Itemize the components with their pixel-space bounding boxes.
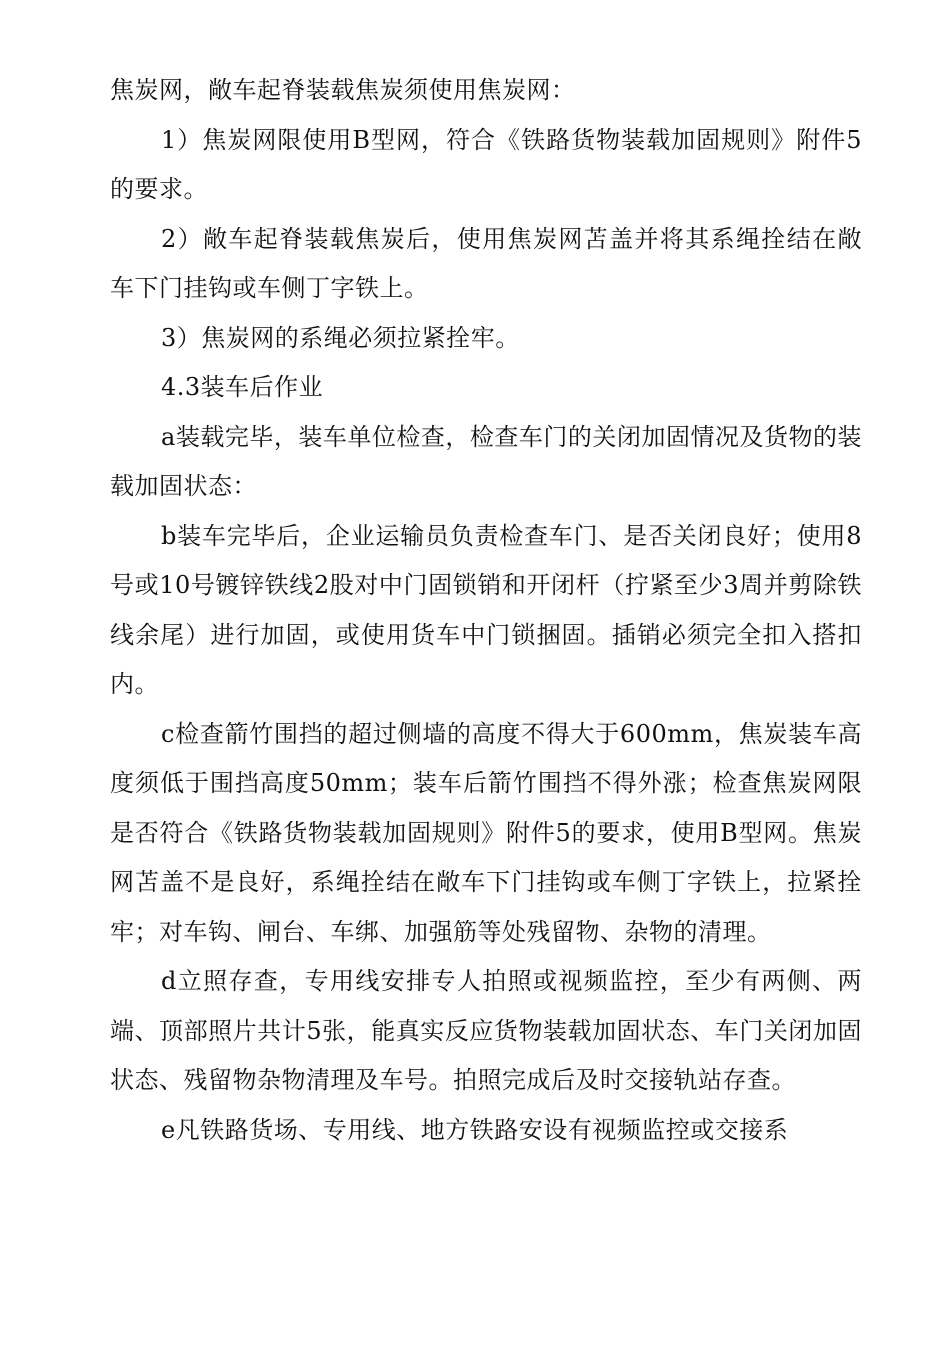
paragraph-4: 3）焦炭网的系绳必须拉紧拴牢。 — [161, 323, 520, 352]
paragraph-e: e凡铁路货场、专用线、地方铁路安设有视频监控或交接系 — [161, 1115, 789, 1144]
paragraph-2: 1）焦炭网限使用B型网，符合《铁路货物装载加固规则》附件5的要求。 — [110, 125, 862, 203]
section-heading-4-3: 4.3装车后作业 — [161, 373, 324, 401]
paragraph-b: b装车完毕后，企业运输员负责检查车门、是否关闭良好；使用8号或10号镀锌铁线2股对中门固锁销和开闭杆（拧紧至少3周并剪除铁线余尾）进行加固，或使用货车中门锁捆固。插销必须完全扣入搭扣内。 — [110, 521, 862, 698]
paragraph-c: c检查箭竹围挡的超过侧墙的高度不得大于600mm，焦炭装车高度须低于围挡高度50mm；装车后箭竹围挡不得外涨；检查焦炭网限是否符合《铁路货物装载加固规则》附件5的要求，使用B型网。焦炭网苫盖不是良好，系绳拴结在敞车下门挂钩或车侧丁字铁上，拉紧拴牢；对车钩、闸台、车绑、加强筋等处残留物、杂物的清理。 — [110, 719, 862, 946]
paragraph-1: 焦炭网，敞车起脊装载焦炭须使用焦炭网： — [110, 76, 576, 104]
document-body — [110, 66, 862, 1155]
paragraph-d: d立照存查，专用线安排专人拍照或视频监控，至少有两侧、两端、顶部照片共计5张，能真实反应货物装载加固状态、车门关闭加固状态、残留物杂物清理及车号。拍照完成后及时交接轨站存查。 — [110, 967, 862, 1094]
paragraph-a: a装载完毕，装车单位检查，检查车门的关闭加固情况及货物的装载加固状态： — [110, 422, 862, 500]
paragraph-3: 2）敞车起脊装载焦炭后，使用焦炭网苫盖并将其系绳拴结在敞车下门挂钩或车侧丁字铁上。 — [110, 224, 862, 302]
